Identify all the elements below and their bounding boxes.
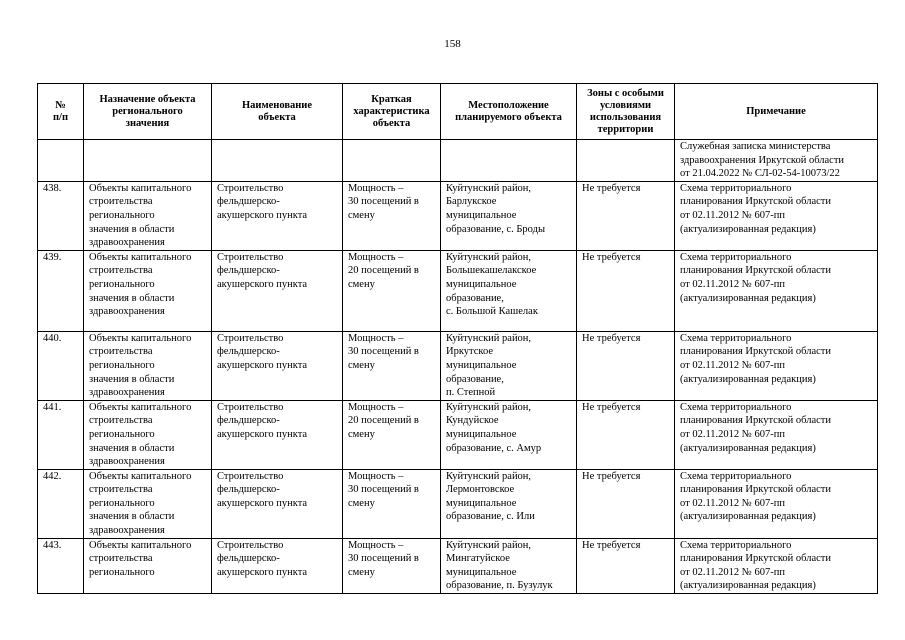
cell-characteristic — [343, 469, 441, 538]
table-row — [38, 250, 878, 331]
cell-location-line: образование, — [446, 292, 504, 304]
continuation-cell-zones — [577, 140, 675, 182]
cell-note-line: от 02.11.2012 № 607-пп — [680, 278, 785, 290]
cell-characteristic-line: 20 посещений в — [348, 265, 419, 277]
cell-name — [212, 538, 343, 593]
header-zones — [577, 84, 675, 140]
cell-location-line: Мингатуйское — [446, 553, 510, 565]
cell-note-line: Схема территориального — [680, 332, 792, 344]
cell-note — [675, 400, 878, 469]
header-characteristic — [343, 84, 441, 140]
cell-note-line: (актуализированная редакция) — [680, 511, 816, 523]
cell-note-line: планирования Иркутской области — [680, 265, 832, 277]
continuation-row — [38, 140, 878, 182]
cell-purpose-line: значения в области — [89, 223, 175, 235]
cell-number: 438. — [38, 181, 84, 250]
cell-location-line: муниципальное — [446, 566, 517, 578]
cell-purpose — [84, 250, 212, 331]
table-row — [38, 538, 878, 593]
cell-purpose — [84, 331, 212, 400]
continuation-cell-number — [38, 140, 84, 182]
cell-name-line: Строительство — [217, 332, 284, 344]
cell-characteristic-line: 20 посещений в — [348, 415, 419, 427]
cell-location — [441, 469, 577, 538]
cell-location-line: Куйтунский район, — [446, 251, 532, 263]
cell-characteristic — [343, 250, 441, 331]
cell-zones — [577, 400, 675, 469]
continuation-cell-name — [212, 140, 343, 182]
cell-purpose-line: значения в области — [89, 511, 175, 523]
header-line: значения — [125, 117, 170, 129]
cell-purpose-line: строительства — [89, 484, 153, 496]
cell-note-line: Схема территориального — [680, 182, 792, 194]
cell-note — [675, 469, 878, 538]
cell-location — [441, 400, 577, 469]
header-line: Местоположение — [468, 99, 549, 111]
cell-note-line: (актуализированная редакция) — [680, 442, 816, 454]
cell-location-line: Большекашелакское — [446, 265, 537, 277]
cell-purpose-line: регионального — [89, 209, 155, 221]
cell-characteristic-line: 30 посещений в — [348, 553, 419, 565]
header-line: Наименование — [242, 99, 312, 111]
cell-number: 443. — [38, 538, 84, 593]
cell-note — [675, 250, 878, 331]
cell-zones — [577, 469, 675, 538]
cell-location — [441, 181, 577, 250]
cell-characteristic-line: 30 посещений в — [348, 484, 419, 496]
cell-location-line: Барлукское — [446, 196, 497, 208]
cell-name-line: акушерского пункта — [217, 209, 308, 221]
cell-note-line: Схема территориального — [680, 251, 792, 263]
cell-location-line: образование, с. Или — [446, 511, 535, 523]
cell-name-line: фельдшерско- — [217, 196, 280, 208]
cell-location-line: образование, п. Бузулук — [446, 580, 553, 592]
table-row — [38, 469, 878, 538]
continuation-cell-location — [441, 140, 577, 182]
cell-note-line: планирования Иркутской области — [680, 553, 832, 565]
cell-name — [212, 331, 343, 400]
cell-purpose-line: регионального — [89, 497, 155, 509]
cell-note-line: планирования Иркутской области — [680, 346, 832, 358]
cell-name-line: фельдшерско- — [217, 265, 280, 277]
cell-purpose-line: значения в области — [89, 373, 175, 385]
cell-purpose-line: здравоохранения — [89, 387, 165, 399]
header-line: использования — [589, 111, 662, 123]
cell-purpose-line: значения в области — [89, 292, 175, 304]
cell-location-line: муниципальное — [446, 428, 517, 440]
cell-purpose — [84, 538, 212, 593]
cell-note — [675, 331, 878, 400]
cell-zones — [577, 250, 675, 331]
cell-name-line: фельдшерско- — [217, 484, 280, 496]
header-location — [441, 84, 577, 140]
cell-purpose-line: Объекты капитального — [89, 182, 192, 194]
cell-zones — [577, 181, 675, 250]
cell-note-line: Схема территориального — [680, 401, 792, 413]
cell-note-line: от 02.11.2012 № 607-пп — [680, 566, 785, 578]
cell-location-line: Куйтунский район, — [446, 470, 532, 482]
cell-name-line: акушерского пункта — [217, 278, 308, 290]
cell-purpose-line: регионального — [89, 428, 155, 440]
cell-location-line: с. Большой Кашелак — [446, 306, 538, 318]
cell-characteristic-line: 30 посещений в — [348, 196, 419, 208]
header-line: планируемого объекта — [455, 111, 562, 123]
cell-name-line: акушерского пункта — [217, 359, 308, 371]
cell-note-line: (актуализированная редакция) — [680, 580, 816, 592]
continuation-note-line: Служебная записка министерства — [680, 141, 831, 152]
cell-purpose-line: здравоохранения — [89, 306, 165, 318]
header-line: Зоны с особыми — [587, 87, 664, 99]
table-row — [38, 181, 878, 250]
cell-purpose-line: регионального — [89, 278, 155, 290]
cell-location-line: муниципальное — [446, 209, 517, 221]
cell-zones — [577, 331, 675, 400]
continuation-note-line: от 21.04.2022 № СЛ-02-54-10073/22 — [680, 168, 840, 180]
header-line: условиями — [599, 99, 652, 111]
cell-note-line: (актуализированная редакция) — [680, 223, 816, 235]
header-line: объекта — [258, 111, 296, 123]
cell-location-line: Куйтунский район, — [446, 182, 532, 194]
cell-characteristic-line: смену — [348, 428, 375, 440]
cell-purpose-line: здравоохранения — [89, 456, 165, 468]
cell-characteristic-line: Мощность – — [348, 401, 404, 413]
cell-note-line: от 02.11.2012 № 607-пп — [680, 209, 785, 221]
cell-note — [675, 181, 878, 250]
header-line: территории — [597, 123, 654, 135]
cell-note-line: Схема территориального — [680, 539, 792, 551]
cell-purpose — [84, 469, 212, 538]
cell-note-line: от 02.11.2012 № 607-пп — [680, 359, 785, 371]
cell-purpose-line: Объекты капитального — [89, 539, 192, 551]
header-line: Краткая — [371, 93, 412, 105]
cell-purpose-line: Объекты капитального — [89, 251, 192, 263]
header-line: Примечание — [746, 105, 806, 117]
cell-name-line: Строительство — [217, 401, 284, 413]
table-row — [38, 400, 878, 469]
cell-characteristic-line: Мощность – — [348, 539, 404, 551]
cell-note-line: планирования Иркутской области — [680, 484, 832, 496]
cell-location-line: муниципальное — [446, 278, 517, 290]
cell-name — [212, 400, 343, 469]
cell-location-line: п. Степной — [446, 387, 496, 399]
cell-purpose-line: Объекты капитального — [89, 401, 192, 413]
cell-note-line: планирования Иркутской области — [680, 196, 832, 208]
cell-note-line: Схема территориального — [680, 470, 792, 482]
cell-purpose — [84, 181, 212, 250]
cell-zones — [577, 538, 675, 593]
cell-purpose-line: строительства — [89, 196, 153, 208]
header-line: объекта — [372, 117, 411, 129]
cell-zones-line: Не требуется — [582, 332, 641, 344]
cell-purpose-line: регионального — [89, 359, 155, 371]
cell-name-line: фельдшерско- — [217, 553, 280, 565]
cell-name-line: Строительство — [217, 539, 284, 551]
cell-note-line: от 02.11.2012 № 607-пп — [680, 428, 785, 440]
cell-location — [441, 331, 577, 400]
continuation-note — [675, 140, 878, 182]
header-purpose — [84, 84, 212, 140]
table-header-row — [38, 84, 878, 140]
cell-name-line: акушерского пункта — [217, 428, 308, 440]
cell-purpose-line: Объекты капитального — [89, 470, 192, 482]
cell-zones-line: Не требуется — [582, 251, 641, 263]
cell-note-line: (актуализированная редакция) — [680, 373, 816, 385]
header-line: п/п — [52, 111, 69, 123]
cell-characteristic-line: Мощность – — [348, 182, 404, 194]
cell-name — [212, 250, 343, 331]
cell-number: 441. — [38, 400, 84, 469]
cell-location — [441, 250, 577, 331]
continuation-cell-purpose — [84, 140, 212, 182]
cell-purpose-line: Объекты капитального — [89, 332, 192, 344]
cell-location-line: образование, с. Амур — [446, 442, 542, 454]
page-number: 158 — [444, 38, 461, 50]
continuation-cell-characteristic — [343, 140, 441, 182]
cell-location-line: Куйтунский район, — [446, 539, 532, 551]
header-line: № — [55, 99, 66, 111]
cell-number: 439. — [38, 250, 84, 331]
cell-note-line: от 02.11.2012 № 607-пп — [680, 497, 785, 509]
cell-location — [441, 538, 577, 593]
cell-characteristic-line: Мощность – — [348, 251, 404, 263]
cell-location-line: Куйтунский район, — [446, 401, 532, 413]
cell-name-line: Строительство — [217, 182, 284, 194]
cell-note-line: планирования Иркутской области — [680, 415, 832, 427]
header-line: характеристика — [353, 105, 430, 117]
cell-characteristic — [343, 181, 441, 250]
header-name — [212, 84, 343, 140]
cell-name-line: акушерского пункта — [217, 497, 308, 509]
cell-characteristic-line: Мощность – — [348, 332, 404, 344]
cell-characteristic — [343, 538, 441, 593]
cell-location-line: муниципальное — [446, 497, 517, 509]
cell-purpose-line: здравоохранения — [89, 525, 165, 537]
cell-location-line: Лермонтовское — [446, 484, 515, 496]
header-line: регионального — [112, 105, 183, 117]
cell-zones-line: Не требуется — [582, 539, 641, 551]
cell-zones-line: Не требуется — [582, 470, 641, 482]
cell-characteristic — [343, 331, 441, 400]
table-row — [38, 331, 878, 400]
header-note — [675, 84, 878, 140]
cell-name-line: Строительство — [217, 470, 284, 482]
cell-purpose-line: регионального — [89, 566, 155, 578]
cell-name — [212, 181, 343, 250]
cell-purpose-line: строительства — [89, 553, 153, 565]
cell-characteristic — [343, 400, 441, 469]
cell-name-line: Строительство — [217, 251, 284, 263]
cell-characteristic-line: смену — [348, 566, 375, 578]
header-number — [38, 84, 84, 140]
cell-characteristic-line: Мощность – — [348, 470, 404, 482]
cell-location-line: Куйтунский район, — [446, 332, 532, 344]
cell-location-line: Кундуйское — [446, 415, 499, 427]
cell-purpose — [84, 400, 212, 469]
continuation-note-line: здравоохранения Иркутской области — [680, 154, 845, 166]
header-line: Назначение объекта — [99, 93, 196, 105]
cell-purpose-line: значения в области — [89, 442, 175, 454]
cell-note — [675, 538, 878, 593]
cell-characteristic-line: 30 посещений в — [348, 346, 419, 358]
objects-table — [37, 83, 878, 594]
cell-purpose-line: строительства — [89, 415, 153, 427]
cell-name-line: фельдшерско- — [217, 346, 280, 358]
cell-characteristic-line: смену — [348, 497, 375, 509]
cell-number: 440. — [38, 331, 84, 400]
cell-characteristic-line: смену — [348, 278, 375, 290]
cell-name-line: фельдшерско- — [217, 415, 280, 427]
cell-location-line: Иркутское — [446, 346, 494, 358]
cell-purpose-line: строительства — [89, 265, 153, 277]
cell-location-line: образование, — [446, 373, 504, 385]
cell-note-line: (актуализированная редакция) — [680, 292, 816, 304]
cell-location-line: образование, с. Броды — [446, 223, 546, 235]
cell-purpose-line: строительства — [89, 346, 153, 358]
cell-purpose-line: здравоохранения — [89, 237, 165, 249]
cell-characteristic-line: смену — [348, 359, 375, 371]
cell-name — [212, 469, 343, 538]
cell-number: 442. — [38, 469, 84, 538]
cell-zones-line: Не требуется — [582, 401, 641, 413]
cell-zones-line: Не требуется — [582, 182, 641, 194]
cell-location-line: муниципальное — [446, 359, 517, 371]
cell-name-line: акушерского пункта — [217, 566, 308, 578]
cell-characteristic-line: смену — [348, 209, 375, 221]
